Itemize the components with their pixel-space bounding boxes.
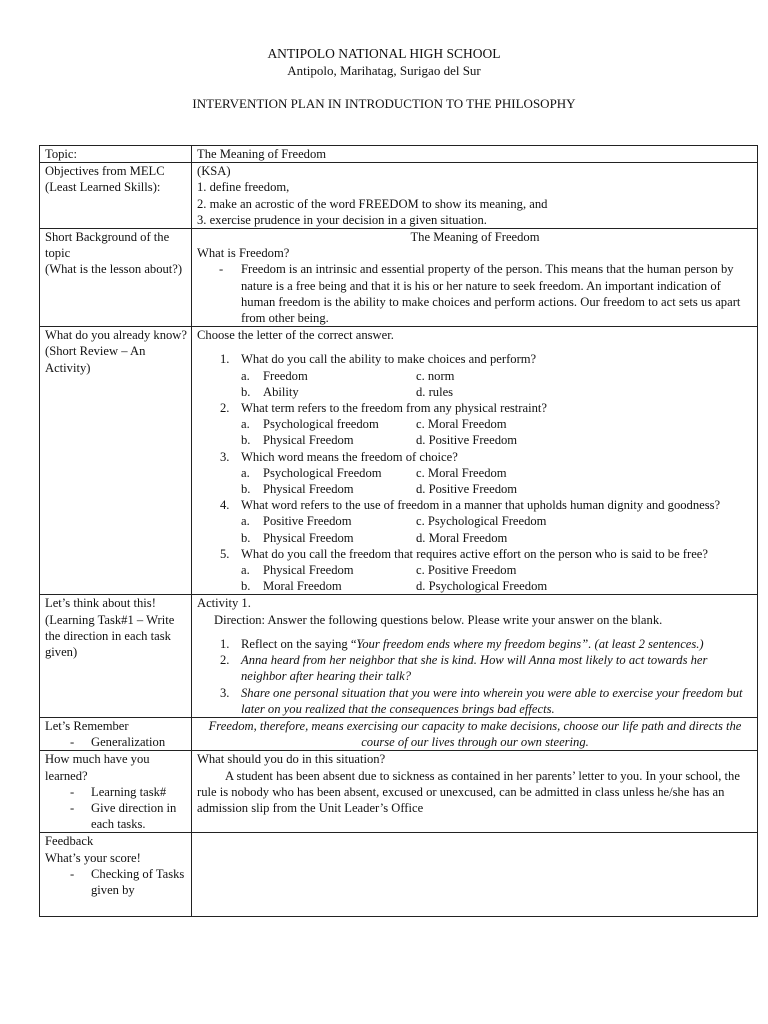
- option-text: Physical Freedom: [263, 530, 354, 545]
- answer-options: [241, 513, 753, 545]
- option-text: Moral Freedom: [263, 579, 342, 594]
- topic-row: [40, 146, 758, 163]
- review-question: [197, 546, 753, 595]
- feedback-sub-item: - Checking of Tasks given by: [45, 866, 187, 898]
- remember-label-text: Let’s Remember: [45, 718, 129, 733]
- question-number: 4.: [220, 498, 230, 513]
- option-text: Ability: [263, 384, 299, 399]
- option-text: Physical Freedom: [263, 563, 354, 578]
- remember-row: [40, 717, 758, 750]
- answer-option: c. Psychological Freedom: [416, 514, 547, 529]
- objective-item: 3. exercise prudence in your decision in a given situation.: [197, 212, 487, 227]
- answer-option: c. Moral Freedom: [416, 465, 507, 480]
- answer-option: [241, 578, 416, 594]
- review-label: What do you already know? (Short Review – An Activity): [40, 327, 192, 595]
- question-number: 3.: [220, 685, 230, 700]
- question-number: 1.: [220, 352, 230, 367]
- question-quote: Your freedom ends where my freedom begins”. (at least 2 sentences.): [356, 636, 704, 651]
- option-letter: b.: [241, 384, 251, 399]
- school-address: Antipolo, Marihatag, Surigao del Sur: [287, 63, 481, 78]
- task1-row: [40, 595, 758, 717]
- objectives-label-line2: (Least Learned Skills):: [45, 180, 161, 195]
- question-text: Which word means the freedom of choice?: [241, 449, 458, 464]
- answer-option: [241, 368, 416, 384]
- review-row: [40, 327, 758, 595]
- objectives-content: [192, 163, 758, 229]
- answer-options: [241, 562, 753, 594]
- question-number: 2.: [220, 653, 230, 668]
- background-heading: The Meaning of Freedom: [410, 230, 540, 245]
- review-question: [197, 497, 753, 546]
- task1-content: [192, 595, 758, 717]
- answer-options: [241, 368, 753, 400]
- learned-label-text: How much have you learned?: [45, 752, 150, 783]
- background-list: [197, 261, 753, 326]
- feedback-row: [40, 833, 758, 917]
- activity-question: [197, 685, 753, 717]
- learned-scenario: A student has been absent due to sickness as contained in her parents’ letter to you. In your school, the rule is nobody who has been absent, excused or unexcused, can be admitted in class unless he/she has an admission slip from the Unit Leader’s Office: [197, 768, 740, 815]
- feedback-content: [192, 833, 758, 917]
- background-label-line2: (What is the lesson about?): [45, 262, 183, 277]
- option-letter: b.: [241, 433, 251, 448]
- option-letter: b.: [241, 482, 251, 497]
- option-letter: a.: [241, 368, 250, 383]
- question-text: What do you call the ability to make choices and perform?: [241, 352, 537, 367]
- answer-option: d. Positive Freedom: [416, 482, 518, 497]
- option-letter: a.: [241, 465, 250, 480]
- background-label-line1: Short Background of the topic: [45, 230, 170, 261]
- review-content: [192, 327, 758, 595]
- plan-title: INTERVENTION PLAN IN INTRODUCTION TO THE PHILOSOPHY: [192, 96, 576, 111]
- question-number: 2.: [220, 401, 230, 416]
- review-instruction: Choose the letter of the correct answer.: [197, 328, 394, 343]
- option-letter: a.: [241, 417, 250, 432]
- answer-option: c. Moral Freedom: [416, 417, 507, 432]
- background-content: [192, 229, 758, 327]
- review-question: [197, 351, 753, 400]
- feedback-label: [40, 833, 192, 917]
- question-number: 5.: [220, 546, 230, 561]
- activity-question: [197, 636, 753, 652]
- answer-option: [241, 384, 416, 400]
- objective-item: 1. define freedom,: [197, 180, 290, 195]
- review-question: [197, 449, 753, 498]
- option-text: Positive Freedom: [263, 514, 352, 529]
- answer-option: d. Moral Freedom: [416, 530, 508, 545]
- review-question: [197, 400, 753, 449]
- question-text: What do you call the freedom that requires active effort on the person who is said to be free?: [241, 546, 708, 561]
- ksa-label: (KSA): [197, 164, 231, 179]
- learned-sub-item: - Give direction in each tasks.: [45, 800, 187, 832]
- objectives-label: [40, 163, 192, 229]
- objectives-row: [40, 163, 758, 229]
- answer-option: [241, 530, 416, 546]
- option-letter: a.: [241, 563, 250, 578]
- activity-title: Activity 1.: [197, 596, 251, 611]
- option-letter: b.: [241, 579, 251, 594]
- learned-sub-item: - Learning task#: [45, 784, 187, 800]
- answer-option: [241, 416, 416, 432]
- option-text: Psychological freedom: [263, 417, 379, 432]
- answer-option: [241, 513, 416, 529]
- activity-questions: [197, 636, 753, 717]
- objectives-label-line1: Objectives from MELC: [45, 164, 165, 179]
- learned-question: What should you do in this situation?: [197, 752, 386, 767]
- learned-content: [192, 751, 758, 833]
- option-letter: b.: [241, 530, 251, 545]
- answer-option: c. Positive Freedom: [416, 563, 517, 578]
- answer-option: [241, 465, 416, 481]
- activity-question: [197, 652, 753, 684]
- option-text: Psychological Freedom: [263, 465, 382, 480]
- answer-option: d. Positive Freedom: [416, 433, 518, 448]
- option-letter: a.: [241, 514, 250, 529]
- learned-row: [40, 751, 758, 833]
- question-prefix: Reflect on the saying “: [241, 636, 357, 651]
- feedback-label-line1: Feedback: [45, 834, 94, 849]
- answer-option: [241, 562, 416, 578]
- background-label: [40, 229, 192, 327]
- option-text: Freedom: [263, 368, 308, 383]
- question-text: What word refers to the use of freedom in a manner that upholds human dignity and goodness?: [241, 498, 721, 513]
- option-text: Physical Freedom: [263, 482, 354, 497]
- answer-option: d. Psychological Freedom: [416, 579, 548, 594]
- remember-sub-item: - Generalization: [45, 734, 187, 750]
- objective-item: 2. make an acrostic of the word FREEDOM to show its meaning, and: [197, 196, 548, 211]
- remember-sublist: [45, 734, 187, 750]
- task1-label: Let’s think about this! (Learning Task#1 – Write the direction in each task given): [40, 595, 192, 717]
- intervention-plan-table: [39, 145, 758, 917]
- answer-options: [241, 416, 753, 448]
- learned-label: [40, 751, 192, 833]
- option-text: Physical Freedom: [263, 433, 354, 448]
- answer-option: [241, 481, 416, 497]
- background-paragraph: - Freedom is an intrinsic and essential property of the person. This means that the human person by nature is a free being and that it is his or her nature to seek freedom. An important indication of human freedom is the ability to make choices and perform actions. Our freedom to act sets us apart from other being.: [197, 261, 753, 326]
- question-number: 1.: [220, 636, 230, 651]
- answer-option: c. norm: [416, 368, 455, 383]
- background-question: What is Freedom?: [197, 246, 290, 261]
- topic-label: Topic:: [40, 146, 192, 163]
- generalization-text: Freedom, therefore, means exercising our capacity to make decisions, choose our life path and directs the course of our lives through our own steering.: [192, 717, 758, 750]
- question-number: 3.: [220, 449, 230, 464]
- feedback-label-line2: What’s your score!: [45, 850, 141, 865]
- answer-options: [241, 465, 753, 497]
- question-text: What term refers to the freedom from any physical restraint?: [241, 401, 547, 416]
- activity-direction: Direction: Answer the following questions below. Please write your answer on the blank.: [214, 612, 663, 627]
- answer-option: [241, 432, 416, 448]
- review-questions: [197, 351, 753, 594]
- background-row: [40, 229, 758, 327]
- question-text: Share one personal situation that you were into wherein you were able to exercise your freedom but later on you realized that the consequences brings bad effects.: [241, 685, 743, 716]
- answer-option: d. rules: [416, 384, 454, 399]
- feedback-sublist: [45, 866, 187, 898]
- topic-value: The Meaning of Freedom: [192, 146, 758, 163]
- learned-sublist: [45, 784, 187, 833]
- question-text: Anna heard from her neighbor that she is kind. How will Anna most likely to act towards her neighbor after hearing their talk?: [241, 653, 708, 684]
- remember-label: [40, 717, 192, 750]
- school-name: ANTIPOLO NATIONAL HIGH SCHOOL: [267, 46, 501, 61]
